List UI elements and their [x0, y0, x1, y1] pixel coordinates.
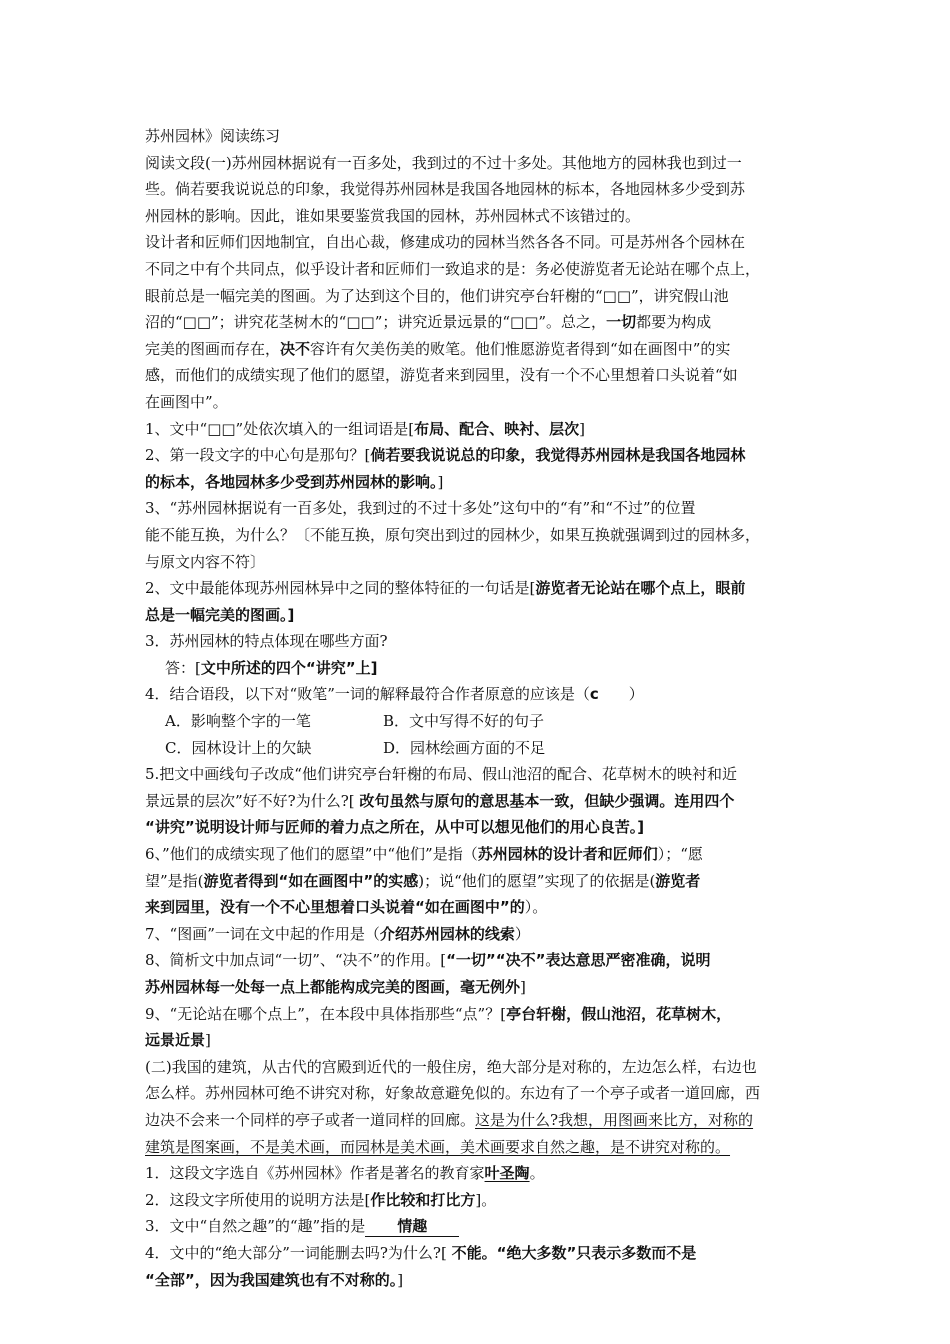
text: 2、第一段文字的中心句是那句？[ [145, 446, 371, 465]
p1-line: 些。倘若要我说说总的印象，我觉得苏州园林是我国各地园林的标本，各地园林多少受到苏 [145, 180, 746, 199]
text: 容许有欠美伤美的败笔。他们惟愿游览者得到“如在画图中”的实 [310, 339, 731, 358]
text: )；说“他们的愿望”实现了的依据是( [418, 871, 656, 890]
answer-text: 总是一幅完美的图画。] [145, 605, 295, 624]
question-4-cont [145, 602, 817, 629]
p2-line: 不同之中有个共同点，似乎设计者和匠师们一致追求的是：务必使游览者无论站在哪个点上， [145, 259, 761, 278]
exercise-2 [145, 1187, 817, 1214]
text: 沼的“□□”；讲究花茎树木的“□□”；讲究近景远景的“□□”。总之， [145, 313, 607, 332]
option-b: B．文中写得不好的句子 [383, 712, 545, 731]
p3-line [145, 1107, 817, 1134]
text: ] [437, 472, 444, 491]
option-d: D．园林绘画方面的不足 [383, 738, 546, 757]
text: 2．这段文字所使用的说明方法是[ [145, 1190, 371, 1209]
question-2 [145, 442, 817, 469]
p3-line: (二)我国的建筑，从古代的宫殿到近代的一般住房，绝大部分是对称的，左边怎么样，右边也 [145, 1057, 757, 1076]
answer-text: 亭台轩榭，假山池沼，花草树木， [506, 1004, 732, 1023]
underlined-sentence: 这是为什么?我想，用图画来比方，对称的 [475, 1110, 754, 1129]
exercise-3 [145, 1213, 817, 1240]
text: ] [579, 419, 585, 438]
question-8-cont [145, 894, 817, 921]
answer-text: 作比较和打比方 [370, 1190, 476, 1209]
doc-title: 苏州园林》阅读练习 [145, 127, 281, 145]
text: 9、“无论站在哪个点上”，在本段中具体指那些“点”？[ [145, 1004, 507, 1023]
document-page [145, 123, 817, 1293]
question-4 [145, 575, 817, 602]
question-9 [145, 921, 817, 948]
p1-line: 州园林的影响。因此，谁如果要鉴赏我国的园林，苏州园林式不该错过的。 [145, 206, 641, 225]
text: 1．这段文字选自《苏州园林》作者是著名的教育家 [145, 1164, 485, 1183]
options-row [145, 708, 817, 735]
text: 2、文中最能体现苏州园林异中之同的整体特征的一句话是[ [145, 579, 536, 598]
options-row [145, 735, 817, 762]
text: 望”是指( [145, 871, 204, 890]
p2-line: 眼前总是一幅完美的图画。为了达到这个目的，他们讲究亭台轩榭的“□□”，讲究假山池 [145, 286, 729, 305]
answer-text: 不能。“绝大多数”只表示多数而不是 [451, 1243, 697, 1262]
text: 答：[ [165, 658, 201, 677]
answer-text: 文中所述的四个“讲究”上] [200, 658, 378, 677]
answer-text: “讲究”说明设计师与匠师的着力点之所在，从中可以想见他们的用心良苦。] [145, 818, 645, 837]
answer-text: 远景近景 [145, 1031, 206, 1050]
p3-line [145, 1134, 817, 1161]
question-8 [145, 841, 817, 868]
question-11-cont [145, 1027, 817, 1054]
p3-line: 怎么样。苏州园林可绝不讲究对称，好象故意避免似的。东边有了一个亭子或者一道回廊，西 [145, 1084, 761, 1103]
question-11 [145, 1001, 817, 1028]
exercise-1 [145, 1160, 817, 1187]
answer-text: 苏州园林每一处每一点上都能构成完美的图画，毫无例外 [145, 978, 521, 996]
answer-text: 游览者 [655, 871, 701, 890]
text: ） [514, 924, 530, 943]
text: ] [205, 1031, 211, 1050]
question-2-cont [145, 469, 817, 496]
answer-text: 叶圣陶 [484, 1164, 530, 1183]
text: 都要为构成 [636, 313, 712, 332]
question-7-cont [145, 814, 817, 841]
question-3: 3、“苏州园林据说有一百多处，我到过的不过十多处”这句中的“有”和“不过”的位置 [145, 499, 696, 518]
answer-text: “全部”，因为我国建筑也有不对称的。 [145, 1270, 398, 1289]
answer-text: 布局、配合、映衬、层次 [414, 419, 580, 438]
text: ）；“愿 [657, 845, 703, 864]
p2-line: 感，而他们的成绩实现了他们的愿望，游览者来到园里，没有一个不心里想着口头说着“如 [145, 366, 738, 385]
text: ] [520, 978, 526, 996]
p2-line: 设计者和匠师们因地制宜，自出心裁，修建成功的园林当然各各不同。可是苏州各个园林在 [145, 233, 746, 252]
text: 1、文中“□□”处依次填入的一组词语是[ [145, 419, 415, 438]
text: 3．文中“自然之趣”的“趣”指的是 [145, 1217, 366, 1236]
text: ] [397, 1270, 404, 1289]
answer-text: 的标本，各地园林多少受到苏州园林的影响。 [145, 472, 438, 491]
answer-text: 苏州园林的设计者和匠师们 [477, 845, 658, 864]
question-10-cont [145, 974, 817, 1001]
dotted-word-yiqie: 一切 [606, 313, 637, 332]
dotted-word-jue-bu: 决不 [280, 339, 311, 358]
text: 完美的图画而存在， [145, 339, 281, 358]
text: 6、”他们的成绩实现了他们的愿望”中“他们”是指（ [145, 845, 478, 864]
question-1 [145, 416, 817, 443]
answer-text: 介绍苏州园林的线索 [379, 924, 515, 943]
p2-line: 在画图中”。 [145, 392, 228, 411]
answer-text: 游览者无论站在哪个点上，眼前 [535, 579, 746, 598]
question-8-cont [145, 868, 817, 895]
p2-line [145, 309, 817, 336]
answer-text: 来到园里，没有一个不心里想着口头说着“如在画图中”的 [145, 898, 525, 917]
question-10 [145, 947, 817, 974]
question-5: 3．苏州园林的特点体现在哪些方面? [145, 632, 388, 651]
text: 8、简析文中加点词“一切”、“决不”的作用。[ [145, 951, 447, 970]
question-3-cont: 与原文内容不符〕 [145, 552, 266, 571]
question-3-cont: 能不能互换，为什么？〔不能互换，原句突出到过的园林少，如果互换就强调到过的园林多， [145, 525, 761, 544]
underlined-sentence: 建筑是图案画，不是美术画，而园林是美术画，美术画要求自然之趣，是不讲究对称的。 [145, 1137, 731, 1156]
answer-blank: 情趣 [365, 1216, 459, 1237]
text: 4．结合语段，以下对“败笔”一词的解释最符合作者原意的应该是（ [145, 685, 590, 704]
question-7-cont [145, 788, 817, 815]
text: 边决不会来一个同样的亭子或者一道同样的回廊。 [145, 1110, 476, 1129]
answer-text: 倘若要我说说总的印象，我觉得苏州园林是我国各地园林 [370, 446, 746, 465]
question-7: 5.把文中画线句子改成“他们讲究亭台轩榭的布局、假山池沼的配合、花草树木的映衬和近 [145, 765, 737, 784]
text: 。 [529, 1164, 545, 1183]
question-6 [145, 681, 817, 708]
text: 7、“图画”一词在文中起的作用是（ [145, 924, 380, 943]
p2-line [145, 336, 817, 363]
answer-text: “一切”“决不”表达意思严密准确，说明 [446, 951, 711, 970]
text: ]。 [475, 1190, 497, 1209]
answer-text: c [589, 685, 599, 704]
question-5-answer [145, 655, 817, 682]
option-c: C．园林设计上的欠缺 [165, 738, 312, 757]
text: 4．文中的“绝大部分”一词能删去吗?为什么?[ [145, 1243, 452, 1262]
text: ）。 [524, 898, 548, 917]
text: 景远景的层次”好不好?为什么?[ [145, 791, 360, 810]
answer-text: 改句虽然与原句的意思基本一致，但缺少强调。连用四个 [359, 791, 735, 810]
answer-text: 游览者得到“如在画图中”的实感 [203, 871, 419, 890]
exercise-4 [145, 1240, 817, 1267]
text: ） [598, 685, 644, 704]
p1-line: 阅读文段(一)苏州园林据说有一百多处，我到过的不过十多处。其他地方的园林我也到过一 [145, 153, 742, 172]
exercise-4-cont [145, 1267, 817, 1294]
option-a: A．影响整个字的一笔 [165, 712, 311, 731]
